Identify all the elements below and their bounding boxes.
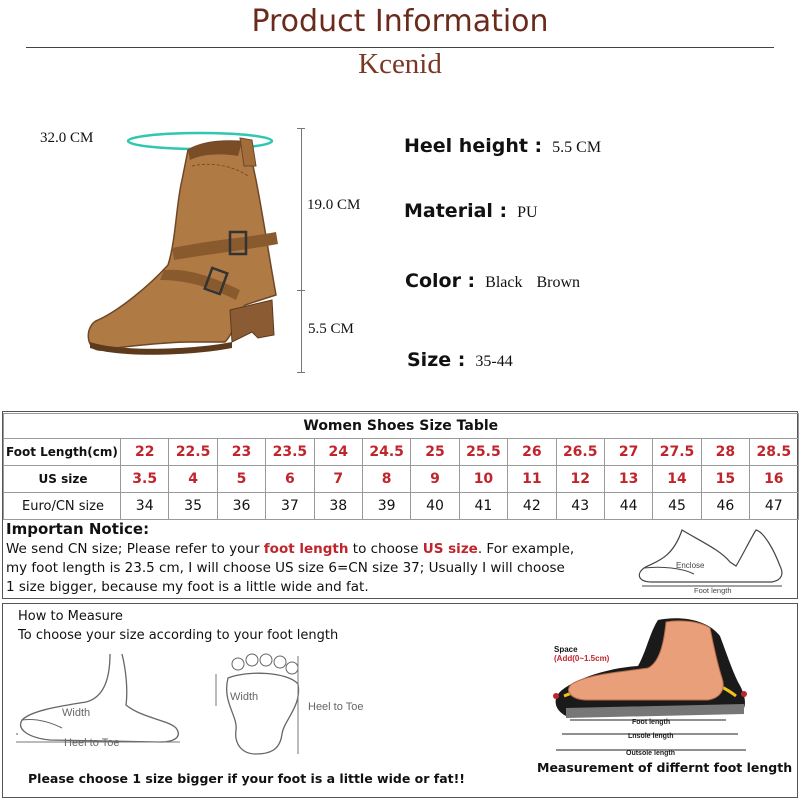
euro-size-cell: 40 [411,493,459,520]
row-label-foot-length: Foot Length(cm) [4,439,121,466]
guide-tick-bottom [297,372,305,373]
notice-line-2: my foot length is 23.5 cm, I will choose US size 6=CN size 37; Usually I will choose [6,560,565,576]
euro-size-cell: 41 [459,493,507,520]
size-table-header-row [4,414,799,439]
foot-length-row [4,439,799,466]
row-label-euro-size: Euro/CN size [4,493,121,520]
foot-length-cell: 24.5 [362,439,410,466]
space-range-label: (Add(0~1.5cm) [554,654,610,663]
euro-size-cell: 35 [169,493,217,520]
notice-line-3: 1 size bigger, because my foot is a little wide and fat. [6,579,369,595]
notice-body [6,540,630,597]
how-to-measure-title: How to Measure [18,609,123,624]
foot-length-cell: 22 [121,439,169,466]
guide-tick-mid [297,290,305,291]
foot-length-cell: 22.5 [169,439,217,466]
us-size-cell: 12 [556,466,604,493]
foot-length-cell: 28.5 [750,439,798,466]
height-guide-line [301,128,302,373]
euro-size-cell: 42 [508,493,556,520]
measurement-caption: Measurement of differnt foot length [537,760,793,775]
side-width-label: Width [62,707,91,719]
euro-size-row [4,493,799,520]
foot-length-cell: 27.5 [653,439,701,466]
notice-line-1: We send CN size; Please refer to your foot length to choose US size. For example, [6,541,575,557]
us-size-cell: 13 [604,466,652,493]
spec-heel-height [404,135,601,157]
size-table-title: Women Shoes Size Table [4,414,799,439]
diagram-foot-length-label: Foot length [694,586,732,595]
spec-size-label: Size : [407,349,466,371]
euro-size-cell: 36 [217,493,265,520]
foot-length-cell: 23.5 [266,439,314,466]
shoe-measurement-diagram [548,612,788,758]
us-size-cell: 8 [362,466,410,493]
euro-size-cell: 34 [121,493,169,520]
size-table [3,413,799,520]
spec-material-label: Material : [404,200,508,222]
foot-length-cell: 28 [701,439,749,466]
euro-size-cell: 46 [701,493,749,520]
spec-color-brown: Brown [536,274,581,291]
spec-material [404,200,538,222]
foot-length-cell: 25.5 [459,439,507,466]
euro-size-cell: 37 [266,493,314,520]
circumference-label: 32.0 CM [40,130,94,146]
us-size-cell: 15 [701,466,749,493]
brand-name: Kcenid [358,48,442,80]
euro-size-cell: 45 [653,493,701,520]
outsole-length-label: Outsole length [626,750,675,757]
boot-image [80,120,300,370]
euro-size-cell: 47 [750,493,798,520]
us-size-cell: 11 [508,466,556,493]
notice-title: Importan Notice: [6,520,150,538]
us-size-row [4,466,799,493]
shaft-height-label: 19.0 CM [307,197,361,213]
euro-size-cell: 39 [362,493,410,520]
notice-us-size-highlight: US size [422,541,478,557]
page-title: Product Information [251,4,549,39]
side-foot-sketch [10,650,190,755]
notice-foot-length-highlight: foot length [263,541,349,557]
diagram-enclose-label: Enclose [676,561,705,570]
heel-height-measure-label: 5.5 CM [308,321,354,337]
euro-size-cell: 43 [556,493,604,520]
top-width-label: Width [230,691,259,703]
foot-length-measure-label: Foot length [632,719,671,726]
spec-color-black: Black [485,274,523,291]
spec-color [405,270,580,292]
spec-color-label: Color : [405,270,476,292]
foot-length-cell: 26 [508,439,556,466]
euro-size-cell: 38 [314,493,362,520]
foot-length-cell: 26.5 [556,439,604,466]
spec-size [407,349,513,371]
how-to-measure-subtitle: To choose your size according to your foot length [18,628,339,643]
us-size-cell: 16 [750,466,798,493]
us-size-cell: 3.5 [121,466,169,493]
spec-heel-value: 5.5 CM [552,139,602,156]
top-heel-to-toe-label: Heel to Toe [308,701,364,713]
us-size-cell: 9 [411,466,459,493]
guide-tick-top [297,128,305,129]
insole-length-label: Lnsole length [628,733,674,740]
row-label-us-size: US size [4,466,121,493]
spec-size-value: 35-44 [475,353,513,370]
us-size-cell: 5 [217,466,265,493]
us-size-cell: 10 [459,466,507,493]
foot-length-cell: 25 [411,439,459,466]
size-up-note: Please choose 1 size bigger if your foot is a little wide or fat!! [28,771,466,786]
foot-length-cell: 24 [314,439,362,466]
side-heel-to-toe-label: Heel to Toe [64,737,120,749]
foot-length-cell: 23 [217,439,265,466]
us-size-cell: 14 [653,466,701,493]
spec-material-value: PU [517,204,538,221]
top-foot-sketch [208,650,378,760]
us-size-cell: 4 [169,466,217,493]
us-size-cell: 7 [314,466,362,493]
notice-foot-diagram [632,522,796,598]
euro-size-cell: 44 [604,493,652,520]
space-label: Space [554,645,578,654]
spec-heel-label: Heel height : [404,135,543,157]
foot-length-cell: 27 [604,439,652,466]
us-size-cell: 6 [266,466,314,493]
